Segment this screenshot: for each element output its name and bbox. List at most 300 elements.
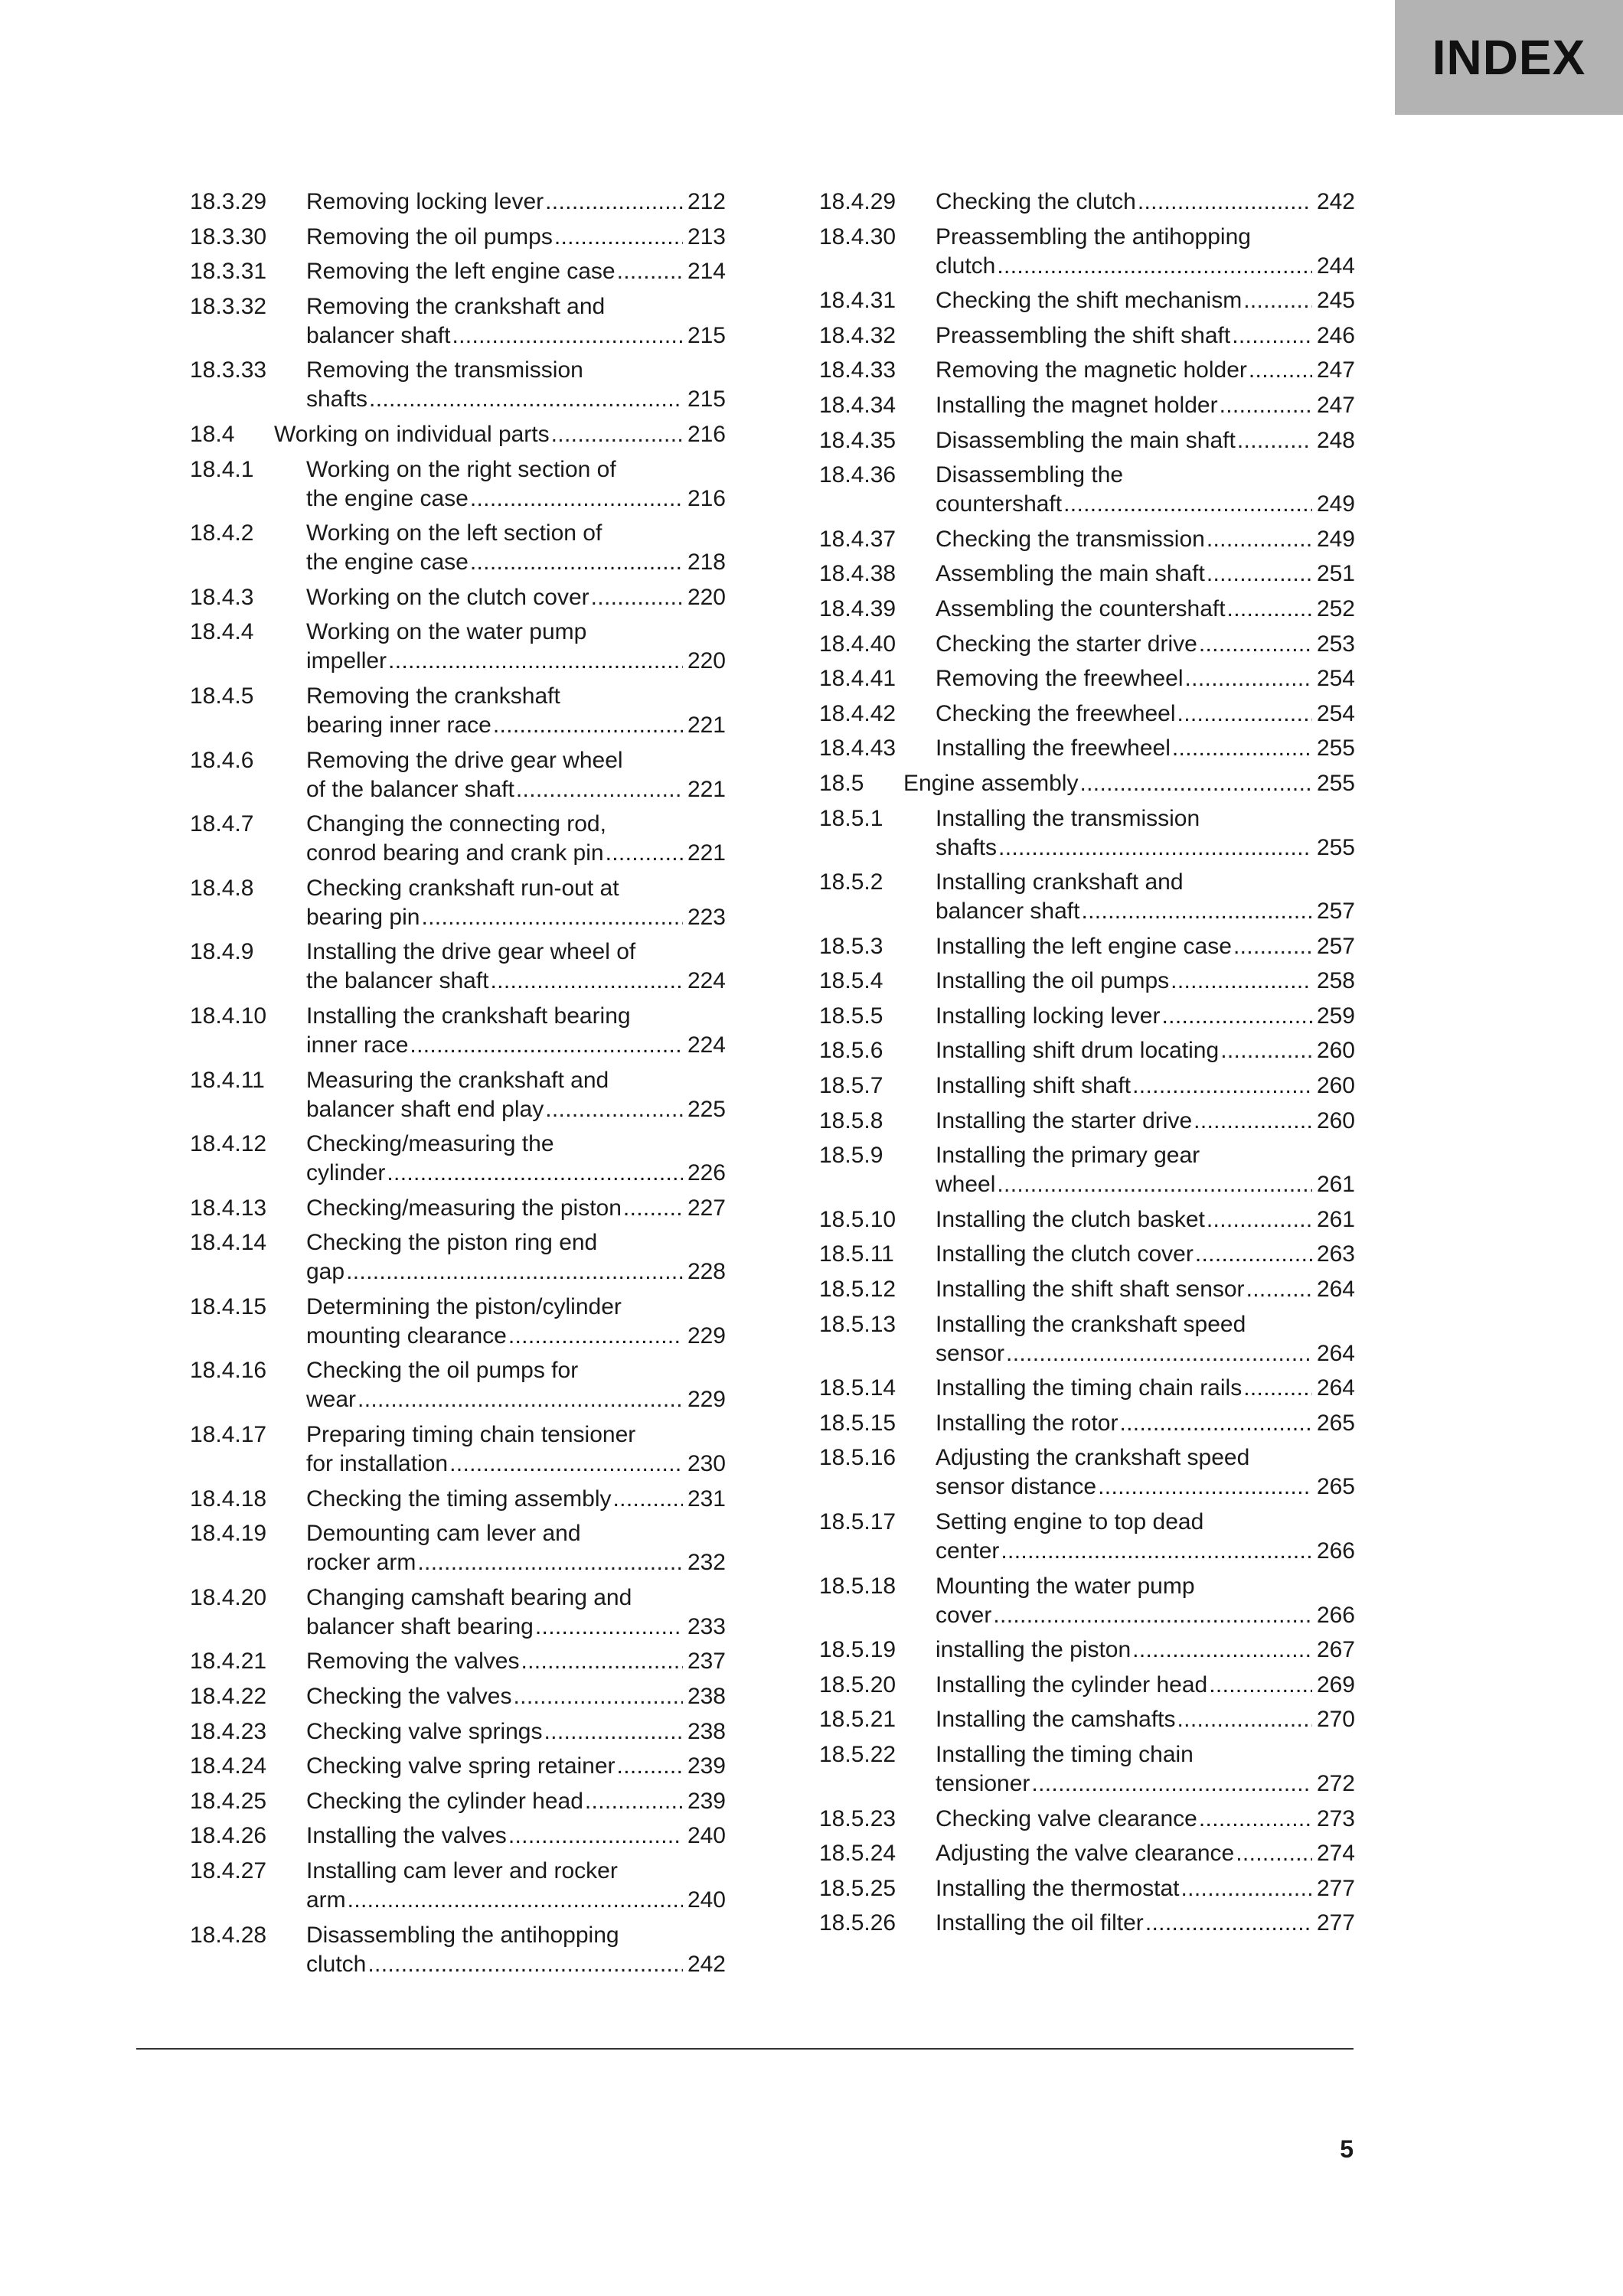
toc-entry-title-line: Changing the connecting rod, — [306, 811, 606, 837]
toc-entry[interactable] — [819, 1275, 1355, 1304]
toc-entry-number: 18.5.6 — [819, 1038, 883, 1064]
toc-entry-page: 270 — [1316, 1707, 1355, 1733]
toc-entry-title-line: Disassembling the antihopping — [306, 1922, 619, 1948]
toc-entry-title-line: Checking/measuring the piston — [306, 1195, 622, 1221]
toc-entry-title-line: clutch — [936, 253, 996, 279]
toc-entry-page: 247 — [1316, 357, 1355, 383]
toc-entry[interactable] — [190, 188, 726, 217]
toc-entry-number: 18.4.15 — [190, 1293, 267, 1319]
toc-entry[interactable] — [190, 1356, 726, 1414]
toc-entry[interactable] — [819, 664, 1355, 693]
toc-entry-title-line: Checking the transmission — [936, 526, 1205, 552]
toc-entry-title — [190, 420, 726, 449]
toc-entry[interactable] — [819, 1036, 1355, 1065]
toc-entry-title-line: Assembling the main shaft — [936, 561, 1205, 587]
toc-entry-title — [819, 1805, 1355, 1834]
toc-entry-page: 252 — [1316, 595, 1355, 621]
toc-entry-number: 18.5.7 — [819, 1073, 883, 1099]
toc-entry-title — [190, 874, 726, 932]
toc-entry-number: 18.4.5 — [190, 683, 254, 709]
toc-entry-number: 18.4.28 — [190, 1922, 267, 1948]
toc-entry-page: 263 — [1316, 1241, 1355, 1267]
toc-entry[interactable] — [819, 967, 1355, 996]
toc-entry[interactable] — [190, 1066, 726, 1124]
toc-entry-title-line: Assembling the countershaft — [936, 595, 1226, 621]
toc-entry-title — [819, 223, 1355, 281]
toc-entry-number: 18.4.14 — [190, 1230, 267, 1256]
toc-entry-number: 18.4.26 — [190, 1823, 267, 1849]
toc-entry-number: 18.5.16 — [819, 1445, 896, 1471]
toc-entry-page: 218 — [687, 550, 726, 576]
toc-entry-number: 18.5.26 — [819, 1910, 896, 1936]
dot-leader — [1199, 1805, 1312, 1834]
toc-entry-title-line: Changing camshaft bearing and — [306, 1584, 632, 1610]
dot-leader — [544, 1717, 682, 1746]
dot-leader — [1207, 525, 1312, 554]
toc-entry-title-line: wear — [306, 1387, 357, 1413]
toc-entry-title-line: Installing cam lever and rocker — [306, 1858, 618, 1883]
toc-entry-number: 18.5.1 — [819, 805, 883, 831]
toc-entry-title-line: Installing crankshaft and — [936, 869, 1184, 895]
toc-entry-title — [190, 1356, 726, 1414]
toc-entry-title — [190, 1066, 726, 1124]
dot-leader — [449, 1450, 683, 1479]
toc-entry-title — [190, 1821, 726, 1851]
toc-entry-title-line: the balancer shaft — [306, 968, 489, 994]
toc-entry[interactable] — [819, 188, 1355, 217]
toc-entry-title-line: Checking the oil pumps for — [306, 1358, 579, 1384]
dot-leader — [585, 1787, 683, 1816]
toc-entry[interactable] — [190, 1682, 726, 1711]
toc-entry-number: 18.4 — [190, 421, 235, 447]
toc-entry-number: 18.5.5 — [819, 1003, 883, 1029]
toc-entry[interactable] — [819, 1705, 1355, 1734]
toc-entry-title — [819, 1409, 1355, 1438]
toc-entry[interactable] — [190, 1002, 726, 1060]
dot-leader — [358, 1385, 683, 1414]
dot-leader — [606, 839, 683, 868]
toc-entry-page: 264 — [1316, 1277, 1355, 1303]
toc-entry-number: 18.4.39 — [819, 595, 896, 621]
toc-entry-title — [190, 810, 726, 868]
toc-entry-page: 225 — [687, 1096, 726, 1122]
toc-entry[interactable] — [819, 1374, 1355, 1403]
toc-entry-page: 242 — [1316, 189, 1355, 214]
toc-entry-title-line: Preparing timing chain tensioner — [306, 1422, 636, 1448]
toc-entry-title-line: Installing the oil filter — [936, 1910, 1144, 1936]
toc-entry[interactable] — [190, 746, 726, 804]
dot-leader — [1243, 286, 1312, 315]
toc-entry-page: 265 — [1316, 1474, 1355, 1500]
toc-entry-number: 18.4.40 — [819, 631, 896, 657]
toc-entry-title-line: bearing pin — [306, 904, 420, 930]
toc-entry[interactable] — [819, 700, 1355, 729]
toc-entry-number: 18.4.24 — [190, 1753, 267, 1779]
index-tab — [1395, 0, 1623, 115]
toc-entry-title-line: Removing the transmission — [306, 357, 583, 383]
toc-entry-page: 247 — [1316, 392, 1355, 418]
toc-entry-page: 242 — [687, 1951, 726, 1977]
toc-entry-page: 266 — [1316, 1602, 1355, 1628]
toc-entry-title-line: Installing the clutch cover — [936, 1241, 1194, 1267]
dot-leader — [998, 833, 1312, 863]
toc-entry-title — [190, 1194, 726, 1223]
toc-entry[interactable] — [190, 257, 726, 286]
toc-entry-title-line: Engine assembly — [903, 770, 1079, 796]
toc-entry-page: 239 — [687, 1753, 726, 1779]
toc-entry-page: 244 — [1316, 253, 1355, 279]
toc-entry-title-line: balancer shaft — [306, 322, 451, 348]
toc-entry-number: 18.4.7 — [190, 811, 254, 837]
toc-entry-number: 18.4.19 — [190, 1521, 267, 1547]
toc-entry[interactable] — [190, 1420, 726, 1479]
toc-entry[interactable] — [819, 1002, 1355, 1031]
toc-entry[interactable] — [819, 356, 1355, 385]
dot-leader — [513, 1682, 682, 1711]
toc-entry-title-line: Installing locking lever — [936, 1003, 1161, 1029]
dot-leader — [1031, 1769, 1312, 1799]
toc-entry-title — [190, 292, 726, 351]
toc-entry[interactable] — [190, 1921, 726, 1979]
toc-column-left — [190, 188, 726, 1985]
toc-entry[interactable] — [819, 1240, 1355, 1269]
toc-entry-page: 254 — [1316, 700, 1355, 726]
toc-entry-page: 264 — [1316, 1340, 1355, 1366]
toc-entry-title-line: Working on the left section of — [306, 520, 603, 546]
toc-entry[interactable] — [819, 1636, 1355, 1665]
toc-entry[interactable] — [190, 1228, 726, 1287]
toc-entry-number: 18.4.1 — [190, 456, 254, 482]
toc-entry-title-line: Demounting cam lever and — [306, 1521, 581, 1547]
toc-entry[interactable] — [819, 868, 1355, 926]
toc-entry-title — [819, 1705, 1355, 1734]
toc-entry[interactable] — [819, 1205, 1355, 1234]
footer-rule — [136, 2048, 1354, 2050]
toc-entry-title — [819, 734, 1355, 763]
toc-entry[interactable] — [190, 938, 726, 996]
toc-entry[interactable] — [819, 1443, 1355, 1502]
toc-entry-title-line: Installing the magnet holder — [936, 392, 1218, 418]
toc-entry-title — [819, 559, 1355, 589]
toc-entry-title-line: balancer shaft bearing — [306, 1613, 534, 1639]
toc-entry-title-line: Checking the timing assembly — [306, 1486, 612, 1512]
dot-leader — [417, 1548, 683, 1577]
toc-entry-number: 18.5.12 — [819, 1277, 896, 1303]
toc-entry-number: 18.4.6 — [190, 747, 254, 773]
toc-entry-title — [190, 1420, 726, 1479]
toc-entry-number: 18.4.18 — [190, 1486, 267, 1512]
toc-entry-title-line: rocker arm — [306, 1550, 416, 1576]
toc-entry-title-line: Checking the clutch — [936, 189, 1136, 214]
toc-entry-title-line: Removing the freewheel — [936, 666, 1184, 692]
toc-entry-title-line: Checking the starter drive — [936, 631, 1197, 657]
toc-entry-page: 212 — [687, 189, 726, 214]
toc-entry-number: 18.4.17 — [190, 1422, 267, 1448]
toc-entry-number: 18.4.27 — [190, 1858, 267, 1883]
toc-entry-title-line: Adjusting the crankshaft speed — [936, 1445, 1250, 1471]
toc-entry-title — [819, 804, 1355, 863]
dot-leader — [369, 385, 683, 414]
toc-entry-title — [190, 1682, 726, 1711]
toc-entry-title — [190, 1485, 726, 1514]
toc-entry[interactable] — [819, 559, 1355, 589]
toc-entry-page: 253 — [1316, 631, 1355, 657]
toc-entry-number: 18.5.11 — [819, 1241, 894, 1267]
toc-entry-title-line: Installing the clutch basket — [936, 1206, 1205, 1232]
toc-entry-page: 240 — [687, 1823, 726, 1849]
toc-entry[interactable] — [819, 461, 1355, 519]
toc-entry[interactable] — [190, 223, 726, 252]
toc-entry-number: 18.4.13 — [190, 1195, 267, 1221]
toc-entry-number: 18.5.17 — [819, 1509, 896, 1534]
dot-leader — [1081, 897, 1311, 926]
toc-entry[interactable] — [819, 223, 1355, 281]
toc-entry-number: 18.4.33 — [819, 357, 896, 383]
dot-leader — [535, 1613, 683, 1642]
toc-entry-number: 18.4.35 — [819, 427, 896, 453]
toc-entry-number: 18.5.23 — [819, 1805, 896, 1831]
toc-entry-title-line: Checking the freewheel — [936, 700, 1176, 726]
dot-leader — [367, 1950, 683, 1979]
toc-entry-page: 265 — [1316, 1410, 1355, 1436]
toc-entry[interactable] — [190, 682, 726, 740]
dot-leader — [452, 321, 682, 351]
toc-entry-page: 220 — [687, 648, 726, 674]
toc-entry-number: 18.4.10 — [190, 1003, 267, 1029]
toc-entry-title-line: Installing the freewheel — [936, 735, 1171, 762]
toc-entry-title-line: mounting clearance — [306, 1322, 507, 1349]
toc-entry[interactable] — [819, 932, 1355, 961]
toc-entry-title-line: balancer shaft end play — [306, 1096, 544, 1122]
toc-entry-title-line: Installing the valves — [306, 1823, 507, 1849]
toc-entry-title — [819, 1036, 1355, 1065]
dot-leader — [1220, 391, 1312, 420]
toc-entry-title — [190, 519, 726, 577]
toc-entry[interactable] — [819, 1572, 1355, 1630]
toc-entry[interactable] — [190, 420, 726, 449]
toc-entry-title-line: Installing the crankshaft speed — [936, 1311, 1246, 1337]
toc-entry[interactable] — [190, 583, 726, 612]
toc-entry[interactable] — [819, 1671, 1355, 1700]
toc-entry-title-line: Adjusting the valve clearance — [936, 1841, 1235, 1867]
toc-entry-page: 228 — [687, 1259, 726, 1285]
toc-entry-title-line: Preassembling the antihopping — [936, 223, 1251, 249]
toc-entry-title-line: Removing the crankshaft — [306, 683, 560, 709]
toc-entry-page: 216 — [687, 485, 726, 511]
toc-entry-page: 277 — [1316, 1910, 1355, 1936]
toc-entry[interactable] — [190, 1194, 726, 1223]
toc-entry[interactable] — [190, 618, 726, 676]
toc-entry[interactable] — [819, 391, 1355, 420]
toc-entry-title-line: of the balancer shaft — [306, 776, 514, 802]
dot-leader — [1185, 664, 1312, 693]
dot-leader — [1232, 321, 1312, 351]
toc-entry-title-line: Installing the starter drive — [936, 1107, 1193, 1133]
dot-leader — [1006, 1339, 1312, 1368]
toc-entry-page: 229 — [687, 1387, 726, 1413]
toc-entry-title-line: Setting engine to top dead — [936, 1509, 1204, 1534]
dot-leader — [1138, 188, 1312, 217]
toc-entry-title-line: Checking the cylinder head — [306, 1788, 583, 1814]
toc-entry-page: 231 — [687, 1486, 726, 1512]
dot-leader — [470, 484, 683, 514]
toc-entry-title — [190, 1647, 726, 1676]
toc-entry-page: 246 — [1316, 322, 1355, 348]
toc-entry-page: 248 — [1316, 427, 1355, 453]
toc-entry-title-line: wheel — [936, 1172, 996, 1198]
toc-entry[interactable] — [190, 1519, 726, 1577]
dot-leader — [1132, 1071, 1312, 1101]
dot-leader — [516, 775, 683, 804]
toc-entry-page: 255 — [1316, 770, 1355, 796]
toc-entry-page: 224 — [687, 968, 726, 994]
dot-leader — [1209, 1671, 1312, 1700]
toc-entry-title-line: Removing locking lever — [306, 189, 544, 214]
toc-entry[interactable] — [819, 1740, 1355, 1799]
dot-leader — [1236, 1839, 1312, 1868]
toc-entry-title-line: Checking crankshaft run-out at — [306, 875, 619, 901]
toc-entry-title — [190, 938, 726, 996]
toc-entry[interactable] — [190, 874, 726, 932]
toc-entry[interactable] — [819, 1310, 1355, 1368]
toc-entry[interactable] — [190, 292, 726, 351]
toc-entry[interactable] — [190, 1130, 726, 1188]
toc-entry-title — [819, 1839, 1355, 1868]
dot-leader — [521, 1647, 682, 1676]
toc-entry-title — [819, 868, 1355, 926]
toc-entry-title — [819, 769, 1355, 798]
toc-entry[interactable] — [819, 1839, 1355, 1868]
dot-leader — [1001, 1537, 1312, 1566]
toc-entry[interactable] — [190, 1293, 726, 1351]
page-number: 5 — [1340, 2135, 1354, 2163]
toc-entry-title-line: Installing the timing chain rails — [936, 1375, 1243, 1401]
toc-entry-number: 18.4.38 — [819, 561, 896, 587]
dot-leader — [1063, 490, 1312, 519]
toc-entry[interactable] — [819, 1141, 1355, 1199]
toc-entry-page: 221 — [687, 840, 726, 866]
toc-entry-page: 229 — [687, 1322, 726, 1349]
toc-entry[interactable] — [819, 1805, 1355, 1834]
toc-entry[interactable] — [819, 1071, 1355, 1101]
toc-entry[interactable] — [190, 356, 726, 414]
toc-entry[interactable] — [819, 595, 1355, 624]
toc-entry-title-line: arm — [306, 1887, 346, 1913]
toc-entry-title-line: Removing the left engine case — [306, 259, 616, 285]
toc-entry-title — [819, 1002, 1355, 1031]
toc-entry-title — [819, 426, 1355, 455]
toc-entry-page: 238 — [687, 1684, 726, 1710]
toc-entry-number: 18.4.32 — [819, 322, 896, 348]
toc-entry-title-line: bearing inner race — [306, 712, 491, 738]
toc-entry-title — [190, 1130, 726, 1188]
toc-entry-page: 260 — [1316, 1107, 1355, 1133]
toc-entry-title-line: countershaft — [936, 491, 1063, 517]
toc-column-right — [819, 188, 1355, 1944]
toc-entry-title — [819, 1374, 1355, 1403]
toc-entry-page: 257 — [1316, 933, 1355, 959]
index-tab-label: INDEX — [1432, 30, 1586, 85]
dot-leader — [591, 583, 683, 612]
toc-entry-title-line: Checking the valves — [306, 1684, 512, 1710]
toc-entry-title-line: Installing the left engine case — [936, 933, 1232, 959]
toc-entry[interactable] — [819, 769, 1355, 798]
toc-entry-title-line: Checking/measuring the — [306, 1131, 554, 1157]
toc-entry-number: 18.4.22 — [190, 1684, 267, 1710]
toc-entry-page: 261 — [1316, 1206, 1355, 1232]
toc-entry[interactable] — [819, 804, 1355, 863]
toc-entry[interactable] — [190, 1752, 726, 1781]
toc-entry[interactable] — [190, 1787, 726, 1816]
toc-entry-number: 18.4.23 — [190, 1718, 267, 1744]
toc-entry[interactable] — [819, 734, 1355, 763]
toc-entry-number: 18.4.29 — [819, 189, 896, 214]
toc-entry-title — [819, 188, 1355, 217]
toc-entry[interactable] — [190, 1857, 726, 1915]
toc-entry[interactable] — [190, 1821, 726, 1851]
toc-entry-title — [819, 321, 1355, 351]
toc-entry[interactable] — [190, 519, 726, 577]
toc-entry-title-line: Working on the clutch cover — [306, 584, 589, 610]
dot-leader — [1207, 1205, 1312, 1234]
toc-entry[interactable] — [819, 1107, 1355, 1136]
toc-entry-title-line: the engine case — [306, 485, 469, 511]
toc-entry-title — [819, 1141, 1355, 1199]
toc-entry-title-line: inner race — [306, 1032, 409, 1058]
toc-entry[interactable] — [190, 455, 726, 514]
dot-leader — [1246, 1275, 1312, 1304]
toc-entry-title — [190, 1787, 726, 1816]
toc-entry-title — [819, 1240, 1355, 1269]
toc-entry[interactable] — [819, 630, 1355, 659]
toc-entry[interactable] — [190, 1583, 726, 1642]
toc-entry-title-line: Installing the cylinder head — [936, 1671, 1208, 1698]
toc-entry-title — [819, 391, 1355, 420]
toc-entry-page: 232 — [687, 1550, 726, 1576]
toc-entry-title-line: the engine case — [306, 550, 469, 576]
toc-entry[interactable] — [190, 1485, 726, 1514]
toc-entry-title — [819, 1572, 1355, 1630]
toc-entry[interactable] — [819, 1909, 1355, 1938]
toc-entry-page: 221 — [687, 776, 726, 802]
toc-entry[interactable] — [819, 426, 1355, 455]
toc-entry[interactable] — [190, 1717, 726, 1746]
toc-entry[interactable] — [190, 1647, 726, 1676]
toc-entry-number: 18.5.13 — [819, 1311, 896, 1337]
toc-entry-title-line: Installing the shift shaft sensor — [936, 1277, 1245, 1303]
toc-entry-title-line: Installing the transmission — [936, 805, 1200, 831]
dot-leader — [545, 1095, 683, 1124]
toc-entry[interactable] — [819, 321, 1355, 351]
toc-entry[interactable] — [819, 1409, 1355, 1438]
toc-entry-title-line: Installing the drive gear wheel of — [306, 939, 636, 965]
toc-entry-title-line: Removing the crankshaft and — [306, 293, 606, 319]
toc-entry[interactable] — [819, 1874, 1355, 1903]
toc-entry-title — [190, 188, 726, 217]
toc-entry[interactable] — [190, 810, 726, 868]
toc-entry-title-line: Installing shift shaft — [936, 1073, 1132, 1099]
toc-entry-page: 233 — [687, 1613, 726, 1639]
toc-entry-number: 18.4.20 — [190, 1584, 267, 1610]
toc-entry-number: 18.5.25 — [819, 1875, 896, 1901]
toc-entry[interactable] — [819, 1508, 1355, 1566]
toc-entry-page: 230 — [687, 1451, 726, 1477]
toc-entry-number: 18.5.19 — [819, 1637, 896, 1663]
toc-entry[interactable] — [819, 525, 1355, 554]
toc-entry[interactable] — [819, 286, 1355, 315]
toc-entry-title-line: Installing the crankshaft bearing — [306, 1003, 631, 1029]
toc-entry-number: 18.4.25 — [190, 1788, 267, 1814]
